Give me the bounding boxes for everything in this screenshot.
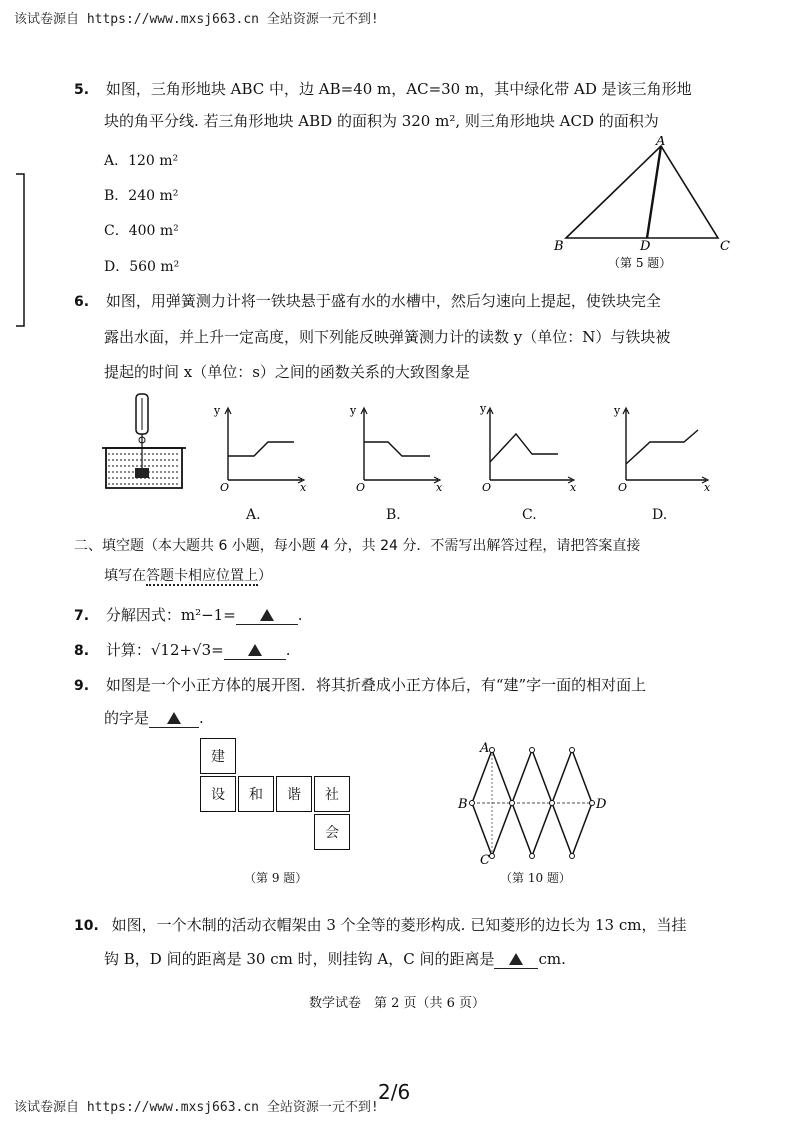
svg-text:y: y <box>614 404 621 417</box>
svg-text:O: O <box>618 481 628 494</box>
net-cell-he: 和 <box>238 776 274 812</box>
figure-q9-cube-net <box>200 738 360 858</box>
answer-card-emphasis: 答题卡相应位置上 <box>146 568 258 584</box>
svg-text:y: y <box>480 402 487 415</box>
question-8: 8. 计算：√12+√3= . <box>74 641 291 659</box>
label-d: D <box>596 797 607 812</box>
option-5d: D．560 m² <box>104 259 180 275</box>
net-cell-she2: 社 <box>314 776 350 812</box>
triangle-marker-icon <box>509 953 523 965</box>
answer-blank-10 <box>494 950 538 969</box>
question-7: 7. 分解因式：m²−1= . <box>74 606 303 624</box>
label-d: D <box>640 239 651 254</box>
graph-label-b: B. <box>386 507 401 523</box>
net-cell-she: 设 <box>200 776 236 812</box>
question-6-line3: 提起的时间 x（单位：s）之间的函数关系的大致图象是 <box>104 363 470 381</box>
question-5-number: 5. <box>74 82 90 98</box>
question-5-line2: 块的角平分线. 若三角形地块 ABD 的面积为 320 m², 则三角形地块 ACD 的面积为 <box>104 112 659 130</box>
question-10-line1 <box>74 914 686 935</box>
graph-b <box>342 400 446 494</box>
answer-blank-8 <box>224 641 286 660</box>
question-9-line2: 的字是 . <box>104 709 204 727</box>
label-c: C <box>480 853 490 866</box>
caption-q10: （第 10 题） <box>500 871 571 885</box>
question-9-text-1: 如图是一个小正方体的展开图．将其折叠成小正方体后，有“建”字一面的相对面上 <box>105 676 647 694</box>
question-10-line2: 钩 B，D 间的距离是 30 cm 时，则挂钩 A，C 间的距离是 cm. <box>104 950 566 968</box>
graph-a <box>206 400 310 494</box>
section-2-heading: 二、填空题（本大题共 6 小题，每小题 4 分，共 24 分．不需写出解答过程，请把答案直接 <box>74 538 641 554</box>
graph-label-a: A. <box>246 507 261 523</box>
svg-text:y: y <box>214 404 221 417</box>
label-a: A <box>480 741 490 756</box>
answer-blank-9 <box>149 709 199 728</box>
question-9-line1 <box>74 674 646 695</box>
svg-text:x: x <box>570 481 577 494</box>
label-b: B <box>554 239 564 254</box>
question-6-number: 6. <box>74 294 90 310</box>
question-5-text-1: 如图，三角形地块 ABC 中，边 AB=40 m，AC=30 m，其中绿化带 AD 是该三角形地 <box>105 80 692 98</box>
question-10-number: 10. <box>74 918 99 934</box>
section-2-line2: 填写在答题卡相应位置上） <box>104 568 272 584</box>
graph-d <box>610 400 714 494</box>
svg-text:O: O <box>220 481 230 494</box>
option-5c: C．400 m² <box>104 223 179 239</box>
label-b: B <box>458 797 468 812</box>
svg-text:x: x <box>704 481 711 494</box>
caption-q9: （第 9 题） <box>244 871 308 885</box>
figure-q5-triangle <box>548 136 734 272</box>
option-5a: A．120 m² <box>104 153 179 169</box>
source-footer: 该试卷源自 https://www.mxsj663.cn 全站资源一元不到! <box>14 1100 379 1115</box>
triangle-marker-icon <box>248 644 262 656</box>
source-header: 该试卷源自 https://www.mxsj663.cn 全站资源一元不到! <box>14 12 379 27</box>
question-6-text-1: 如图，用弹簧测力计将一铁块悬于盛有水的水槽中，然后匀速向上提起，使铁块完全 <box>105 292 661 310</box>
answer-blank-7 <box>236 606 298 625</box>
page-number-mark: 2/6 <box>378 1080 411 1104</box>
triangle-marker-icon <box>260 609 274 621</box>
svg-text:y: y <box>350 404 357 417</box>
net-cell-jian: 建 <box>200 738 236 774</box>
question-10-text-1: 如图，一个木制的活动衣帽架由 3 个全等的菱形构成. 已知菱形的边长为 13 cm，当挂 <box>111 916 687 934</box>
question-6-line2: 露出水面，并上升一定高度，则下列能反映弹簧测力计的读数 y（单位：N）与铁块被 <box>104 328 671 346</box>
question-9-number: 9. <box>74 678 90 694</box>
svg-text:x: x <box>436 481 443 494</box>
caption-q5: （第 5 题） <box>608 256 672 270</box>
page-footer: 数学试卷 第 2 页（共 6 页） <box>308 996 486 1011</box>
question-7-number: 7. <box>74 608 90 624</box>
figure-q6-apparatus <box>100 392 190 492</box>
figure-q10-rack <box>454 740 614 866</box>
graph-label-c: C. <box>522 507 537 523</box>
triangle-marker-icon <box>167 712 181 724</box>
question-8-text: 计算：√12+√3= <box>105 641 224 659</box>
binding-bracket <box>12 172 28 328</box>
question-8-number: 8. <box>74 643 90 659</box>
label-a: A <box>656 136 666 149</box>
option-5b: B．240 m² <box>104 188 179 204</box>
svg-text:O: O <box>482 481 492 494</box>
question-5-line1 <box>74 78 692 99</box>
question-6-line1 <box>74 290 661 311</box>
label-c: C <box>720 239 730 254</box>
svg-text:x: x <box>300 481 307 494</box>
svg-text:O: O <box>356 481 366 494</box>
net-cell-xie: 谐 <box>276 776 312 812</box>
net-cell-hui: 会 <box>314 814 350 850</box>
graph-c <box>476 400 580 494</box>
question-7-text: 分解因式：m²−1= <box>105 606 236 624</box>
graph-label-d: D. <box>652 507 668 523</box>
